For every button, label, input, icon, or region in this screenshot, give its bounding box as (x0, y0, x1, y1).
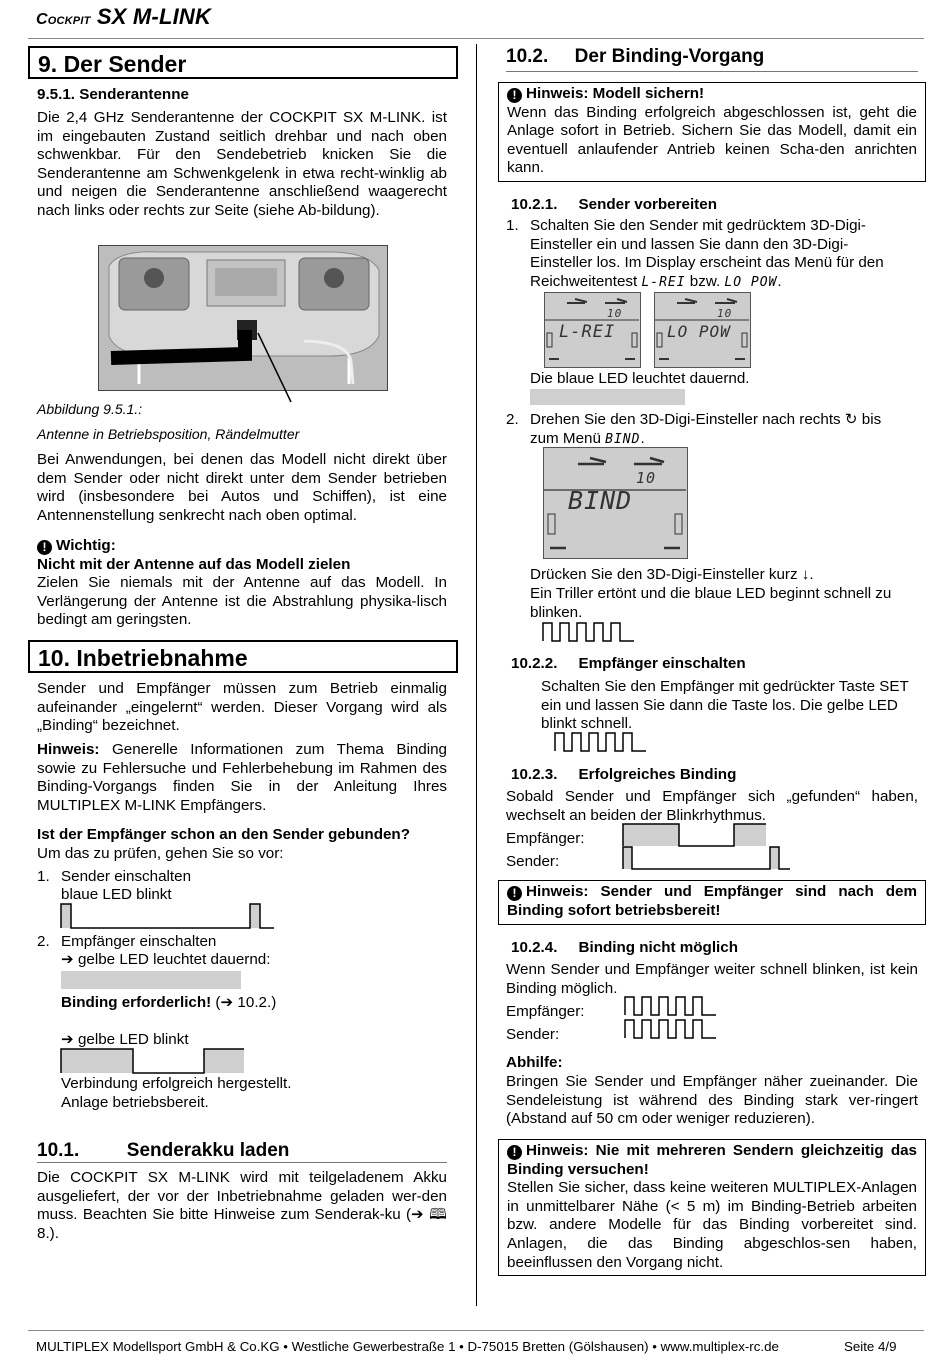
prepare-step-2-text: Drehen Sie den 3D-Digi-Einsteller nach rechts ↻ bis zum Menü BIND. (530, 411, 882, 447)
display-low-power-number: 10 (717, 307, 733, 320)
led-steady-bar (61, 971, 241, 989)
label-receiver: Empfänger: (506, 830, 585, 847)
transmitter-illustration (99, 246, 387, 390)
check-question: Ist der Empfänger schon an den Sender gebunden? (37, 826, 410, 843)
section-951-heading: 9.5.1. Senderantenne (37, 86, 189, 103)
receiver-on-text: Schalten Sie den Empfänger mit gedrückter Taste SET ein und lassen Sie dann die Taste los. Die gelbe LED blinkt schnell. (541, 678, 909, 733)
column-divider (476, 44, 477, 1306)
binding-failed-text: Wenn Sender und Empfänger weiter schnell blinken, ist kein Binding möglich. (506, 961, 918, 997)
blink-pattern-receiver-fast (624, 996, 718, 1016)
blink-pattern-transmitter-success (622, 846, 792, 870)
success-binding-text: Sobald Sender und Empfänger sich „gefunden“ haben, wechselt an beiden der Blinkrhythmus. (506, 788, 918, 824)
section-101-heading: 10.1. Senderakku laden (37, 1140, 447, 1163)
section-1024-heading: 10.2.4. Binding nicht möglich (511, 939, 738, 956)
trill-text: Ein Triller ertönt und die blaue LED beginnt schnell zu blinken. (530, 585, 892, 621)
label-receiver-failed: Empfänger: (506, 1003, 585, 1020)
display-bind (543, 447, 688, 559)
step-2-led-steady: ➔ gelbe LED leuchtet dauernd: (61, 951, 271, 968)
pointer-line (255, 330, 295, 405)
prepare-step-1-number: 1. (506, 217, 519, 234)
display-range-test (544, 292, 641, 368)
blink-pattern-transmitter-fast (624, 1019, 718, 1039)
note-secure-model-text: Wenn das Binding erfolgreich abgeschlossen ist, geht die Anlage sofort in Betrieb. Sichern Sie das Modell, damit ein eventuell anlaufender Antrieb keinen Scha-den anrichten kann. (507, 103, 917, 177)
important-title: ! Wichtig: (37, 537, 116, 556)
note-secure-model (498, 82, 926, 182)
section-1023-heading: 10.2.3. Erfolgreiches Binding (511, 766, 737, 783)
binding-required: Binding erforderlich! (➔ 10.2.) (61, 994, 277, 1011)
note-multiple-transmitters-text: Stellen Sie sicher, dass keine weiteren MULTIPLEX-Anlagen in unmittelbarer Nähe (< 5 m) im Binding-Betrieb arbeiten bzw. andere Modelle für das Binding vorbereitet sind. Anlagen, die das Binding abgeschlos-sen haben, beeinflussen den Vorgang nicht. (507, 1179, 917, 1271)
blink-pattern-fast-transmitter (542, 622, 636, 642)
section-9-heading: 9. Der Sender (28, 46, 458, 79)
blink-pattern-receiver-success (622, 823, 768, 847)
display-bind-text: BIND (568, 486, 633, 515)
exclamation-circle-icon: ! (37, 540, 52, 555)
exclamation-circle-icon: ! (507, 1145, 522, 1160)
binding-intro-paragraph: Sender und Empfänger müssen zum Betrieb einmalig aufeinander „eingelernt“ werden. Dieser Vorgang wird als „Binding“ bezeichnet. (37, 680, 447, 735)
label-transmitter-failed: Sender: (506, 1026, 560, 1043)
prepare-step-2-number: 2. (506, 411, 519, 428)
exclamation-circle-icon: ! (507, 886, 522, 901)
battery-paragraph: Die COCKPIT SX M-LINK wird mit teilgeladenem Akku ausgeliefert, der vor der Inbetriebnahme geladen wer-den muss. Beachten Sie bitte Hinweise zum Senderak-ku (➔ 🕮 8.). (37, 1169, 447, 1242)
display-low-power (654, 292, 751, 368)
check-instruction: Um das zu prüfen, gehen Sie so vor: (37, 845, 284, 862)
section-1021-heading: 10.2.1. Sender vorbereiten (511, 196, 717, 213)
blue-led-steady-bar (530, 389, 685, 405)
step-1-led: blaue LED blinkt (61, 886, 172, 903)
prepare-step-1-text: Schalten Sie den Sender mit gedrücktem 3D-Digi-Einsteller ein und lassen Sie dann den 3D-Digi-Einsteller los. Im Display erscheint das Menü für den Reichweitentest L-REI bzw. LO POW. (530, 217, 884, 290)
connection-success: Verbindung erfolgreich hergestellt. (61, 1075, 292, 1092)
note-ready-after-binding: ! Hinweis: Sender und Empfänger sind nach dem Binding sofort betriebsbereit! (498, 880, 926, 925)
note-multiple-transmitters (498, 1139, 926, 1276)
section-102-heading: 10.2. Der Binding-Vorgang (506, 46, 918, 72)
important-text: Zielen Sie niemals mit der Antenne auf das Modell. In Verlängerung der Antenne ist die Abstrahlung physika-lisch bedingt am geringsten. (37, 574, 447, 629)
blue-led-steady-text: Die blaue LED leuchtet dauernd. (530, 370, 750, 387)
hint-paragraph: Hinweis: Generelle Informationen zum Thema Binding sowie zu Fehlersuche und Fehlerbehebung im Rahmen des Binding-Vorgangs finden Sie in der Anleitung Ihres MULTIPLEX M-LINK Empfängers. (37, 741, 447, 814)
system-ready: Anlage betriebsbereit. (61, 1094, 209, 1111)
important-subtitle: Nicht mit der Antenne auf das Modell zielen (37, 556, 351, 573)
header-rule (28, 38, 924, 39)
footer-page-number: Seite 4/9 (844, 1339, 897, 1354)
blink-pattern-fast-receiver (554, 732, 648, 752)
remedy-title: Abhilfe: (506, 1054, 563, 1071)
figure-caption-text: Antenne in Betriebsposition, Rändelmutter (37, 426, 300, 442)
blink-pattern-connected (60, 1048, 246, 1074)
step-1-number: 1. (37, 868, 50, 885)
antenna-paragraph: Die 2,4 GHz Senderantenne der COCKPIT SX M-LINK. ist im eingebauten Zustand seitlich drehbar und nach oben schwenkbar. Für den Sendebetrieb knicken Sie die Senderantenne am Schwenkgelenk in etwa recht-winklig ab und neigen die Senderantenne anschließend waagerecht nach links oder rechts zur Seite (siehe Ab-bildung). (37, 109, 447, 219)
step-2-led-blink: ➔ gelbe LED blinkt (61, 1031, 189, 1048)
step-2-number: 2. (37, 933, 50, 950)
display-range-test-text: L-REI (559, 322, 616, 342)
footer-rule (28, 1330, 924, 1331)
remedy-text: Bringen Sie Sender und Empfänger näher zueinander. Die Sendeleistung ist während des Binding stark ver-ringert (Abstand auf 50 cm oder weniger reduzieren). (506, 1073, 918, 1128)
note-secure-model-title: ! Hinweis: Modell sichern! (507, 85, 917, 104)
display-low-power-text: LO POW (667, 322, 731, 341)
label-transmitter: Sender: (506, 853, 560, 870)
display-bind-number: 10 (636, 469, 657, 487)
document-header-title: Cockpit SX M-LINK (36, 4, 212, 29)
section-1022-heading: 10.2.2. Empfänger einschalten (511, 655, 746, 672)
blink-pattern-slow (60, 903, 276, 929)
note-multiple-transmitters-title: ! Hinweis: Nie mit mehreren Sendern gleichzeitig das Binding versuchen! (507, 1142, 917, 1178)
exclamation-circle-icon: ! (507, 88, 522, 103)
antenna-orientation-paragraph: Bei Anwendungen, bei denen das Modell nicht direkt über dem Sender oder nicht direkt unter dem Sender betrieben wird (insbesondere bei Autos und Schiffen), ist eine Antennenstellung senkrecht nach oben optimal. (37, 451, 447, 524)
display-range-test-number: 10 (607, 307, 623, 320)
press-knob-text: Drücken Sie den 3D-Digi-Einsteller kurz ↓. (530, 566, 814, 583)
step-1-text: Sender einschalten (61, 868, 192, 885)
section-10-heading: 10. Inbetriebnahme (28, 640, 458, 673)
step-2-text: Empfänger einschalten (61, 933, 217, 950)
footer-company: MULTIPLEX Modellsport GmbH & Co.KG • Westliche Gewerbestraße 1 • D-75015 Bretten (Gölshausen) • www.multiplex-rc.de (36, 1339, 779, 1354)
transmitter-photo (98, 245, 388, 391)
figure-caption-number: Abbildung 9.5.1.: (37, 401, 143, 417)
